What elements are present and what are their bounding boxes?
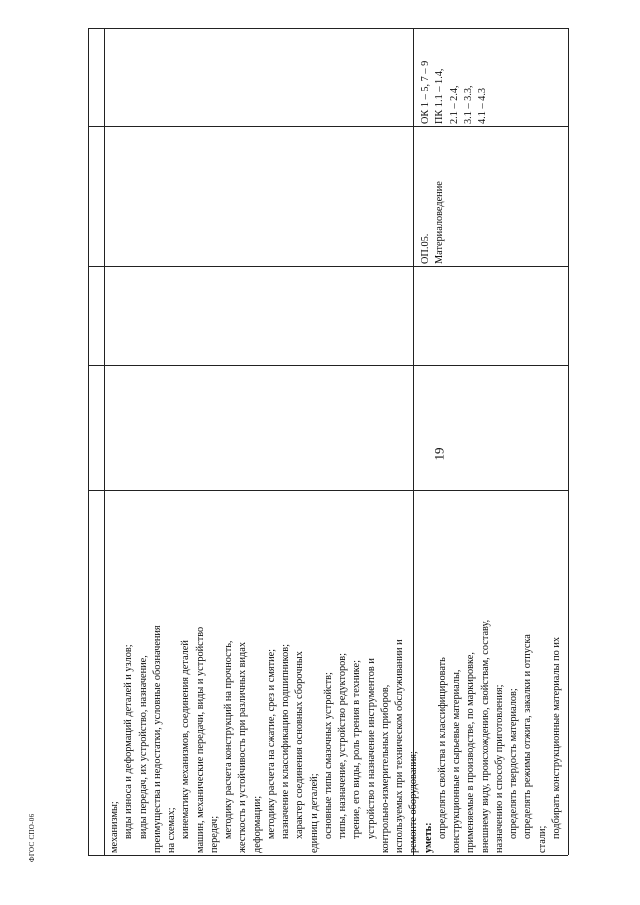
content-cell xyxy=(108,495,568,853)
text-line: на схемах; xyxy=(166,807,177,853)
text-line: методику расчета на сжатие, срез и смятие; xyxy=(265,648,277,839)
text-line: виды износа и деформаций деталей и узлов; xyxy=(123,644,135,839)
text-line: внешнему виду, происхождению, свойствам, составу, xyxy=(479,619,491,853)
text-line: методику расчета конструкций на прочность, xyxy=(223,640,234,839)
text-line: применяемые в производстве, по маркировке, xyxy=(465,652,477,853)
text-line: назначение и классификацию подшипников; xyxy=(280,644,291,839)
discipline-name: Материаловедение xyxy=(434,181,446,264)
competencies-cell xyxy=(419,32,564,124)
text-line: характер соединения основных сборочных xyxy=(294,651,306,839)
discipline-code: ОП.05. xyxy=(420,233,431,264)
text-line: машин, механические передачи, виды и устройство xyxy=(194,626,206,853)
text-line: определять твердость материалов; xyxy=(508,688,519,839)
text-line: жесткость и устойчивость при различных видах xyxy=(237,642,249,853)
text-line: контрольно-измерительных приборов, xyxy=(379,684,391,853)
text-line: ремонте оборудования; xyxy=(408,751,420,853)
knowledge-list xyxy=(108,495,422,853)
text-line: деформации; xyxy=(251,795,263,853)
text-line: механизмы; xyxy=(109,801,120,853)
text-line: определять режимы отжига, закалки и отпуска xyxy=(522,634,534,839)
competency-line: ПК 1.1 – 1.4, xyxy=(434,68,446,124)
text-line: преимущества и недостатки, условные обозначения xyxy=(151,625,163,853)
skills-list xyxy=(436,495,564,853)
text-line: типы, назначение, устройство редукторов; xyxy=(337,653,348,839)
text-line: стали; xyxy=(536,825,548,853)
text-line: конструкционные и сырьевые материалы, xyxy=(451,669,462,853)
competency-line: 2.1 – 2.4, xyxy=(448,85,460,124)
text-line: используемых при техническом обслуживании и xyxy=(394,639,405,853)
text-line: передач; xyxy=(208,815,220,853)
competency-line: ОК 1 – 5, 7 – 9 xyxy=(420,60,431,124)
text-line: определять свойства и классифицировать xyxy=(436,657,448,839)
text-line: кинематику механизмов, соединения деталей xyxy=(180,640,192,839)
text-line: трение, его виды, роль трения в технике; xyxy=(351,660,363,839)
text-line: подбирать конструкционные материалы по их xyxy=(550,637,562,839)
footer-document-code: ФГОС СПО-06 xyxy=(28,813,36,862)
skills-heading: уметь: xyxy=(422,822,434,853)
text-line: назначению и способу приготовления; xyxy=(493,684,505,853)
text-line: устройство и назначение инструментов и xyxy=(365,658,377,839)
text-line: виды передач, их устройство, назначение, xyxy=(137,655,149,839)
discipline-cell xyxy=(419,128,459,264)
text-line: основные типы смазочных устройств; xyxy=(322,672,334,839)
competency-line: 3.1 – 3.3, xyxy=(462,85,474,124)
competency-line: 4.1 – 4.3 xyxy=(477,87,488,124)
text-line: единиц и деталей; xyxy=(308,773,320,853)
page-number: 19 xyxy=(431,447,447,461)
